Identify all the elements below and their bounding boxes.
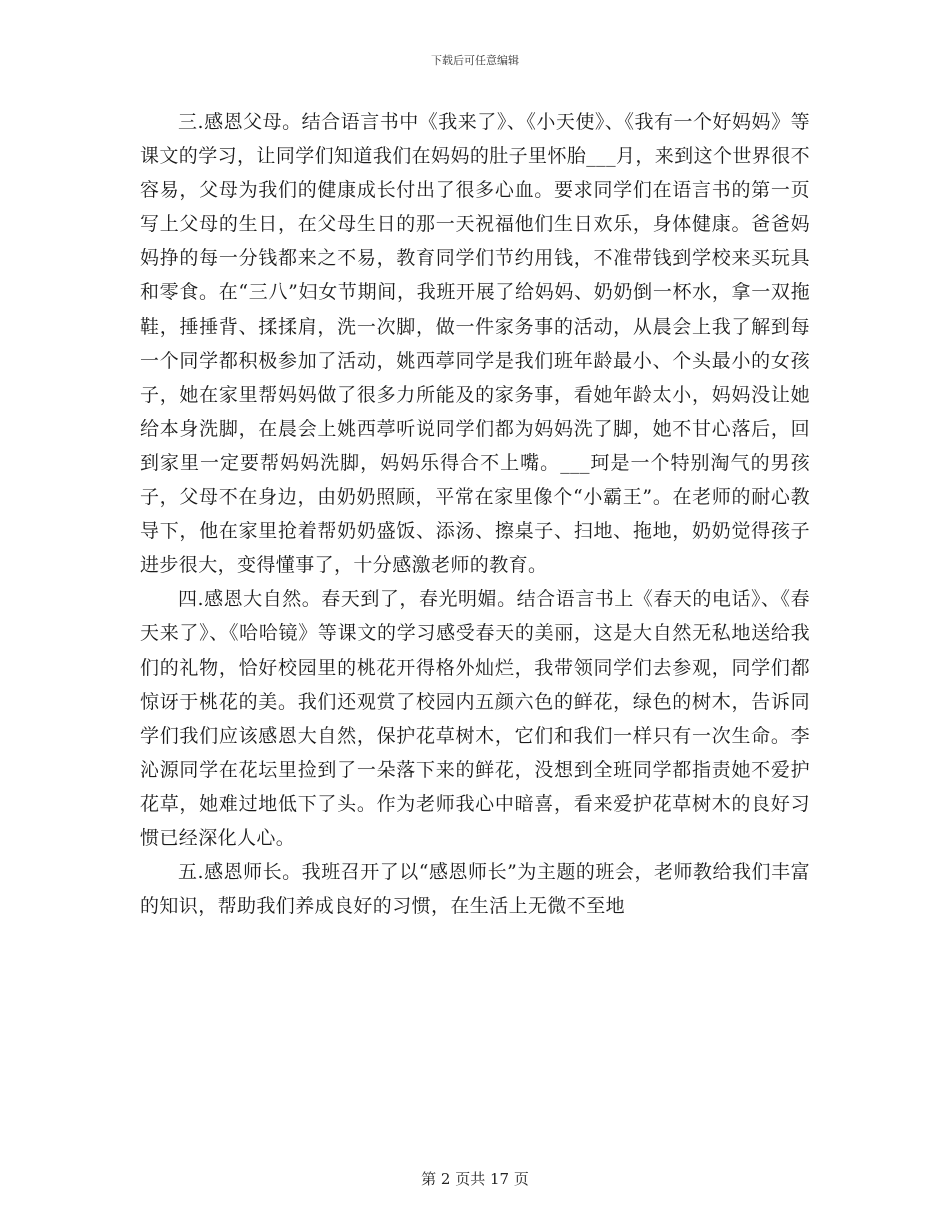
page-header: 下载后可任意编辑: [431, 54, 519, 67]
paragraph-gratitude-nature: 四.感恩大自然。春天到了，春光明媚。结合语言书上《春天的电话》、《春天来了》、《哈哈镜》等课文的学习感受春天的美丽，这是大自然无私地送给我们的礼物，恰好校园里的桃花开得格外灿烂，我带领同学们去参观，同学们都惊讶于桃花的美。我们还观赏了校园内五颜六色的鲜花，绿色的树木，告诉同学们我们应该感恩大自然，保护花草树木，它们和我们一样只有一次生命。李沁源同学在花坛里捡到了一朵落下来的鲜花，没想到全班同学都指责她不爱护花草，她难过地低下了头。作为老师我心中暗喜，看来爱护花草树木的良好习惯已经深化人心。: [140, 588, 810, 849]
page-footer: 第 2 页共 17 页: [421, 1170, 529, 1188]
paragraph-gratitude-teachers: 五.感恩师长。我班召开了以“感恩师长”为主题的班会，老师教给我们丰富的知识，帮助我们养成良好的习惯，在生活上无微不至地: [140, 861, 810, 918]
document-body: [140, 105, 810, 923]
paragraph-gratitude-parents: 三.感恩父母。结合语言书中《我来了》、《小天使》、《我有一个好妈妈》等课文的学习，让同学们知道我们在妈妈的肚子里怀胎___月，来到这个世界很不容易，父母为我们的健康成长付出了很多心血。要求同学们在语言书的第一页写上父母的生日，在父母生日的那一天祝福他们生日欢乐，身体健康。爸爸妈妈挣的每一分钱都来之不易，教育同学们节约用钱，不准带钱到学校来买玩具和零食。在“三八”妇女节期间，我班开展了给妈妈、奶奶倒一杯水，拿一双拖鞋，捶捶背、揉揉肩，洗一次脚，做一件家务事的活动，从晨会上我了解到每一个同学都积极参加了活动，姚西葶同学是我们班年龄最小、个头最小的女孩子，她在家里帮妈妈做了很多力所能及的家务事，看她年龄太小，妈妈没让她给本身洗脚，在晨会上姚西葶听说同学们都为妈妈洗了脚，她不甘心落后，回到家里一定要帮妈妈洗脚，妈妈乐得合不上嘴。___珂是一个特别淘气的男孩子，父母不在身边，由奶奶照顾，平常在家里像个“小霸王”。在老师的耐心教导下，他在家里抢着帮奶奶盛饭、添汤、擦桌子、扫地、拖地，奶奶觉得孩子进步很大，变得懂事了，十分感激老师的教育。: [140, 111, 810, 577]
